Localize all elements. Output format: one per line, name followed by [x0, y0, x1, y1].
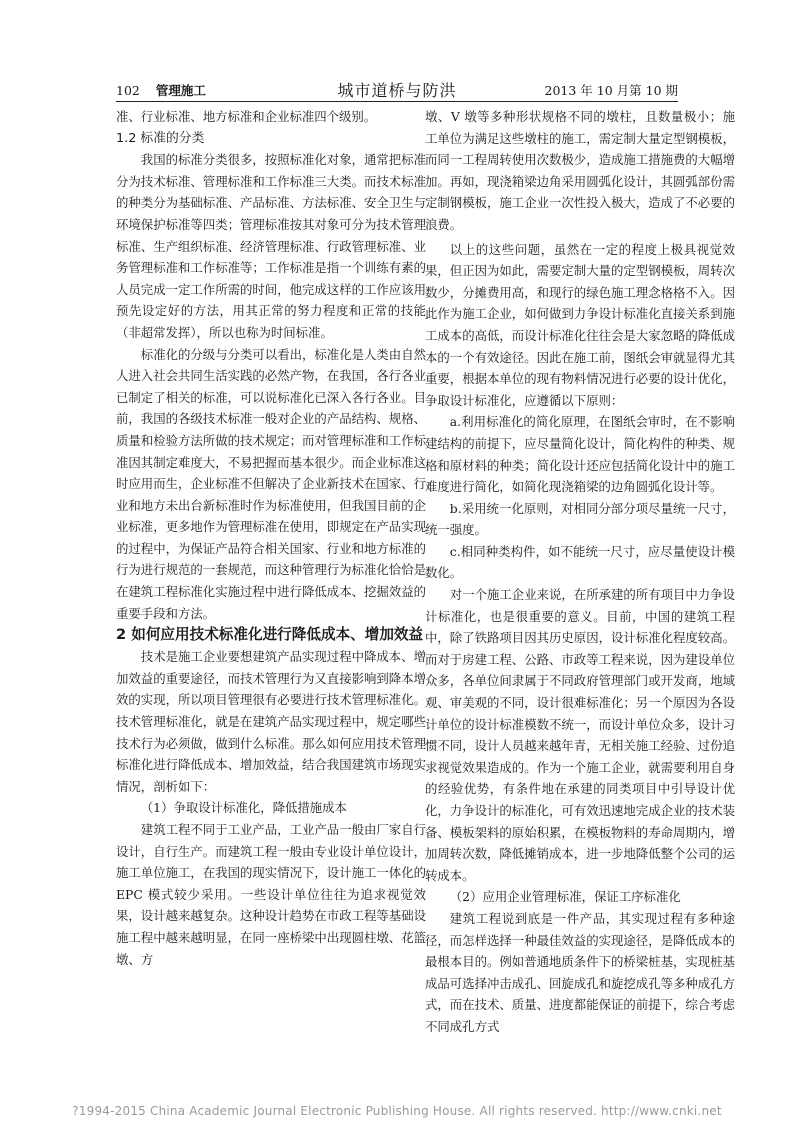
copyright-footer: ?1994-2015 China Academic Journal Electronic Publishing House. All rights reserved. http://www.cnki.net [72, 1104, 722, 1118]
left-column [116, 106, 426, 970]
page-number: 102 [116, 83, 140, 98]
paragraph: 建筑工程不同于工业产品，工业产品一般由厂家自行设计，自行生产。而建筑工程一般由专业设计单位设计，施工单位施工，在我国的现实情况下，设计施工一体化的 EPC 模式较少采用。一些设计单位往往为追求视觉效果，设计越来越复杂。这种设计趋势在市政工程等基础设施工程中越来越明显，在同一座桥梁中出现圆柱墩、花篮墩、方 [116, 822, 426, 967]
right-column [425, 106, 735, 1038]
paragraph: 建筑工程说到底是一件产品，其实现过程有多种途径，而怎样选择一种最佳效益的实现途径，是降低成本的最根本目的。例如普通地质条件下的桥梁桩基，实现桩基成品可选择冲击成孔、回旋成孔和旋挖成孔等多种成孔方式，而在技术、质量、进度都能保证的前提下，综合考虑不同成孔方式 [425, 910, 735, 1034]
issue-date: 2013 年 10 月第 10 期 [544, 83, 678, 98]
list-item-b: b.采用统一化原则，对相同分部分项尽量统一尺寸，统一强度。 [425, 500, 735, 538]
subsection-heading-2: （2）应用企业管理标准，保证工序标准化 [449, 889, 681, 905]
paragraph: 标准化的分级与分类可以看出，标准化是人类由自然人进入社会共同生活实践的必然产物，在我国，各行各业已制定了相关的标准，可以说标准化已深入各行各业。目前，我国的各级技术标准一般对企业的产品结构、规格、质量和检验方法所做的技术规定；而对管理标准和工作标准因其制定难度大，不易把握而基本很少。而企业标准这时应用而生，企业标准不但解决了企业新技术在国家、行业和地方未出台新标准时作为标准使用，但我国目前的企业标准，更多地作为管理标准在使用，即规定在产品实现的过程中，为保证产品符合相关国家、行业和地方标准的行为进行规范的一套规范，而这种管理行为标准化恰恰是在建筑工程标准化实施过程中进行降低成本、挖掘效益的重要手段和方法。 [116, 346, 426, 621]
list-item-a: a.利用标准化的简化原理，在图纸会审时，在不影响建结构的前提下，应尽量简化设计，简化构件的种类、规格和原材料的种类；简化设计还应包括简化设计中的施工难度进行简化，如简化现浇箱梁的边角圆弧化设计等。 [425, 414, 735, 495]
paragraph: 对一个施工企业来说，在所承建的所有项目中力争设计标准化，也是很重要的意义。目前，中国的建筑工程中，除了铁路项目因其历史原因，设计标准化程度较高。而对于房建工程、公路、市政等工程来说，因为建设单位众多，各单位间隶属于不同政府管理部门或开发商，地域观、审美观的不同，设计很难标准化；另一个原因为各设计单位的设计标准模数不统一，而设计单位众多，设计习惯不同，设计人员越来越年青，无相关施工经验、过份追求视觉效果造成的。作为一个施工企业，就需要利用自身的经验优势，有条件地在承建的同类项目中引导设计优化，力争设计的标准化，可有效迅速地完成企业的技术装备、模板架料的原始积累，在模板物料的寿命周期内，增加周转次数，降低摊销成本，进一步地降低整个公司的运转成本。 [425, 587, 735, 883]
paragraph: 技术是施工企业要想建筑产品实现过程中降成本、增加效益的重要途径，而技术管理行为又直接影响到降本增效的实现，所以项目管理很有必要进行技术管理标准化。技术管理标准化，就是在建筑产品实现过程中，规定哪些技术行为必须做，做到什么标准。那么如何应用技术管理标准化进行降低成本、增加效益，结合我国建筑市场现实情况，剖析如下： [116, 649, 426, 794]
section-heading-2: 2 如何应用技术标准化进行降低成本、增加效益 [116, 626, 424, 644]
section-heading-1-2: 1.2 标准的分类 [116, 130, 205, 146]
list-item-c: c.相同种类构件，如不能统一尺寸，应尽量使设计模数化。 [425, 543, 735, 581]
paragraph-continued: 准、行业标准、地方标准和企业标准四个级别。 [116, 109, 377, 124]
journal-section: 管理施工 [155, 83, 206, 98]
page-header [116, 79, 678, 102]
subsection-heading-1: （1）争取设计标准化，降低措施成本 [140, 800, 347, 816]
paragraph: 我国的标准分类很多，按照标准化对象，通常把标准分为技术标准、管理标准和工作标准三大类。而技术标准的种类分为基础标准、产品标准、方法标准、安全卫生与环境保护标准等四类；管理标准按其对象可分为技术管理标准、生产组织标准、经济管理标准、行政管理标准、业务管理标准和工作标准等；工作标准是指一个训练有素的人员完成一定工作所需的时间，他完成这样的工作应该用预先设定好的方法，用其正常的努力程度和正常的技能（非超常发挥），所以也称为时间标准。 [116, 152, 426, 340]
paragraph-continued: 墩、V 墩等多种形状规格不同的墩柱，且数量极小；施工单位为满足这些墩柱的施工，需定制大量定型钢模板，而同一工程周转使用次数极少，造成施工措施费的大幅增加。再如，现浇箱梁边角采用圆弧化设计，其圆弧部份需定制钢模板，施工企业一次性投入极大，造成了不必要的浪费。 [425, 109, 735, 232]
journal-name: 城市道桥与防洪 [337, 81, 457, 100]
paragraph: 以上的这些问题，虽然在一定的程度上极具视觉效果，但正因为如此，需要定制大量的定型钢模板，周转次数少，分摊费用高，和现行的绿色施工理念格格不入。因此作为施工企业，如何做到力争设计标准化直接关系到施工成本的高低，而设计标准化往往会是大家忽略的降低成本的一个有效途径。因此在施工前，图纸会审就显得尤其重要，根据本单位的现有物料情况进行必要的设计优化，争取设计标准化，应遵循以下原则： [425, 241, 735, 408]
